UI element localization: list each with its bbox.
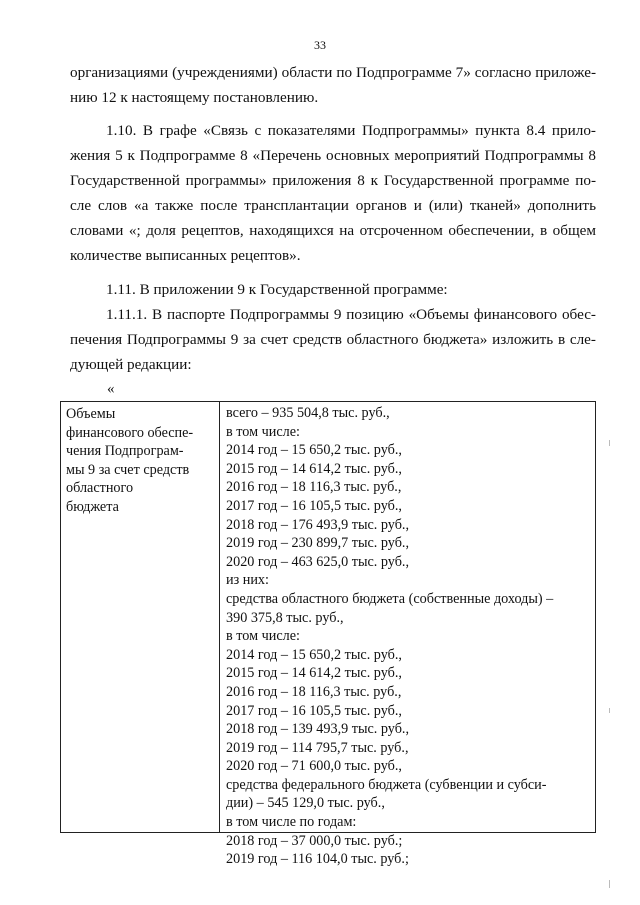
text-line: 1.10. В графе «Связь с показателями Подпрограммы» пункта 8.4 прило- [106,122,596,139]
table-line: 2017 год – 16 105,5 тыс. руб., [226,702,402,719]
text-line: 1.11. В приложении 9 к Государственной программе: [106,281,448,298]
table-line: средства областного бюджета (собственные доходы) – [226,590,554,607]
text-line: Государственной программы» приложения 8 к Государственной программе по- [70,172,596,189]
table-line: Объемы [66,406,116,422]
table-line: финансового обеспе- [66,424,194,441]
text-line: словами «; доля рецептов, находящихся на отсроченном обеспечении, в общем [70,222,596,239]
table-line: 2019 год – 230 899,7 тыс. руб., [226,535,410,552]
text-line: жения 5 к Подпрограмме 8 «Перечень основных мероприятий Подпрограммы 8 [70,147,596,164]
table-line: всего – 935 504,8 тыс. руб., [226,405,390,421]
table-line: бюджета [66,498,119,515]
table-line: 2019 год – 116 104,0 тыс. руб.; [226,851,409,868]
paragraph-1 [70,60,596,110]
table-line: 2014 год – 15 650,2 тыс. руб., [226,646,402,663]
scan-mark [609,708,610,713]
table-line: в том числе: [226,423,300,440]
text-line: количестве выписанных рецептов». [70,247,301,264]
table-line: областного [66,480,134,497]
table-line: 2014 год – 15 650,2 тыс. руб., [226,442,402,459]
table-line: 2020 год – 463 625,0 тыс. руб., [226,553,410,570]
paragraph-1-10 [70,118,596,268]
table-line: 2018 год – 176 493,9 тыс. руб., [226,516,410,533]
text-line: печения Подпрограммы 9 за счет средств областного бюджета» изложить в сле- [70,331,596,348]
table-line: в том числе по годам: [226,814,357,831]
scan-mark [609,440,610,446]
table-value-cell [220,402,595,868]
funding-table [60,401,596,868]
text-line: дующей редакции: [70,356,192,373]
text-line: организациями (учреждениями) области по Подпрограмме 7» согласно приложе- [70,64,596,81]
table-line: 2015 год – 14 614,2 тыс. руб., [226,665,402,682]
table-line: в том числе: [226,628,300,645]
table-line: средства федерального бюджета (субвенции и субси- [226,776,547,793]
paragraph-1-11 [70,277,596,302]
table-label-cell [61,402,220,832]
scan-mark [609,880,610,888]
text-line: 1.11.1. В паспорте Подпрограммы 9 позицию «Объемы финансового обес- [106,306,596,323]
page-number: 33 [314,38,326,52]
table-line: 2016 год – 18 116,3 тыс. руб., [226,683,402,700]
table-line: 2016 год – 18 116,3 тыс. руб., [226,479,402,496]
opening-quote: « [107,381,115,397]
table-line: из них: [226,572,269,589]
table-line: 2019 год – 114 795,7 тыс. руб., [226,739,409,756]
table-line: 2020 год – 71 600,0 тыс. руб., [226,758,402,775]
table-line: чения Подпрограм- [66,443,184,460]
text-line: сле слов «а также после трансплантации органов и (или) тканей» дополнить [70,197,596,214]
table-line: 2017 год – 16 105,5 тыс. руб., [226,497,402,514]
table-line: 2018 год – 139 493,9 тыс. руб., [226,721,410,738]
text-line: нию 12 к настоящему постановлению. [70,89,319,106]
table-line: 2018 год – 37 000,0 тыс. руб.; [226,832,403,849]
table-line: дии) – 545 129,0 тыс. руб., [226,795,385,812]
paragraph-1-11-1 [70,302,596,377]
table-line: 2015 год – 14 614,2 тыс. руб., [226,460,402,477]
table-line: 390 375,8 тыс. руб., [226,609,344,626]
table-line: мы 9 за счет средств [66,461,190,478]
